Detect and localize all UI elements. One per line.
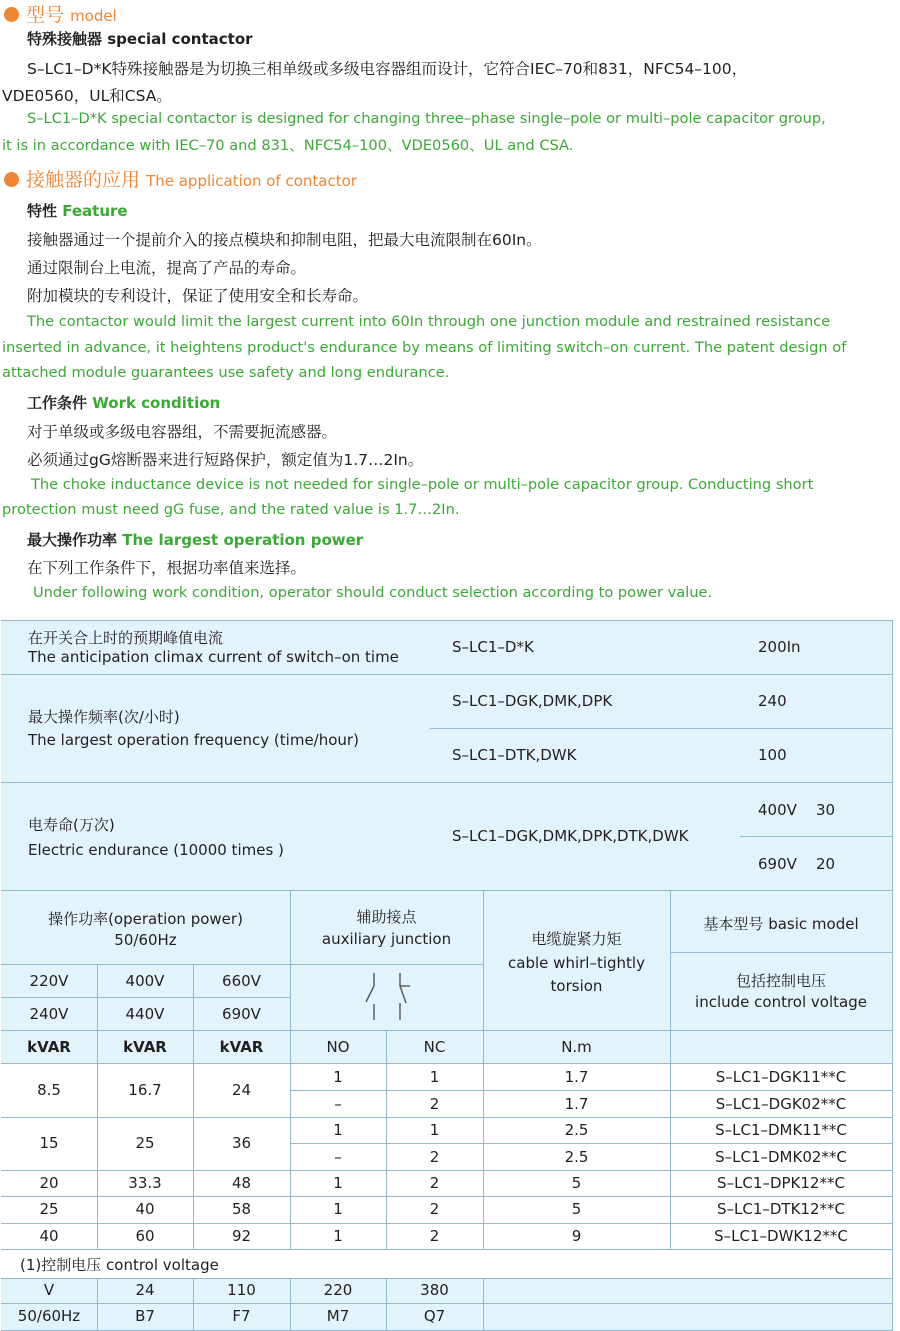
ctrl-cell: Q7 <box>423 1307 446 1325</box>
power-cell: 25 <box>135 1134 155 1152</box>
life-value-2: 20 <box>816 855 836 873</box>
life-model: S–LC1–DGK,DMK,DPK,DTK,DWK <box>452 827 689 845</box>
aux-header-cn: 辅助接点 <box>356 908 417 926</box>
life-volt-1: 400V <box>758 801 797 819</box>
freq-model-2: S–LC1–DTK,DWK <box>452 746 577 764</box>
application-title-en: The application of contactor <box>146 172 357 190</box>
model-cn-line-2: VDE0560，UL和CSA。 <box>2 87 172 105</box>
ctrl-cell: 380 <box>420 1281 449 1299</box>
life-label-cn: 电寿命(万次) <box>28 816 115 834</box>
freq-model-1: S–LC1–DGK,DMK,DPK <box>452 692 613 710</box>
feature-cn-line-3: 附加模块的专利设计，保证了使用安全和长寿命。 <box>27 287 369 305</box>
power-cell: 25 <box>39 1200 59 1218</box>
feature-cn-line-1: 接触器通过一个提前介入的接点模块和抑制电阻，把最大电流限制在60In。 <box>27 231 542 249</box>
no-cell: 1 <box>333 1121 343 1139</box>
model-header-en: basic model <box>768 915 859 933</box>
ctrl-header-cn: 包括控制电压 <box>735 972 826 990</box>
ctrl-cell: B7 <box>135 1307 155 1325</box>
power-cell: 58 <box>231 1200 252 1218</box>
torque-cell: 1.7 <box>564 1068 589 1086</box>
no-cell: 1 <box>333 1227 343 1245</box>
freq-label-en: The largest operation frequency (time/hour) <box>28 731 359 749</box>
freq-label-cn: 最大操作频率(次/小时) <box>28 708 180 726</box>
model-subtitle-cn: 特殊接触器 <box>27 30 103 48</box>
ctrl-cell: F7 <box>232 1307 251 1325</box>
model-cell: S–LC1–DMK11**C <box>715 1121 847 1139</box>
ctrl-cell: V <box>43 1281 55 1299</box>
life-label-en: Electric endurance (10000 times ) <box>28 841 284 859</box>
peak-label-en: The anticipation climax current of switch–on time <box>28 648 399 666</box>
work-subtitle-en: Work condition <box>92 394 221 412</box>
power-cell: 40 <box>39 1227 59 1245</box>
model-subtitle-en: special contactor <box>107 30 253 48</box>
power-header-2: 50/60Hz <box>114 931 177 949</box>
torque-cell: 1.7 <box>564 1095 589 1113</box>
power-cell: 15 <box>39 1134 59 1152</box>
model-en-line-2: it is in accordance with IEC–70 and 831、NFC54–100、VDE0560、UL and CSA. <box>2 137 574 154</box>
nc-cell: 2 <box>429 1095 440 1113</box>
unit-kvar-3: kVAR <box>219 1038 264 1056</box>
torque-cell: 2.5 <box>564 1121 589 1139</box>
peak-label-cn: 在开关合上时的预期峰值电流 <box>28 629 224 647</box>
model-cell: S–LC1–DGK02**C <box>715 1095 847 1113</box>
power-cell: 8.5 <box>37 1081 61 1099</box>
ctrl-voltage-note: (1)控制电压 control voltage <box>20 1256 219 1274</box>
work-en-line-2: protection must need gG fuse, and the rated value is 1.7…2In. <box>2 501 460 518</box>
model-en-line-1: S–LC1–D*K special contactor is designed for changing three–phase single–pole or multi–pole capacitor group, <box>27 110 826 127</box>
feature-subtitle-cn: 特性 <box>27 202 58 220</box>
power-cell: 16.7 <box>128 1081 162 1099</box>
model-cell: S–LC1–DGK11**C <box>715 1068 847 1086</box>
peak-value: 200In <box>758 638 801 656</box>
feature-en-line-1: The contactor would limit the largest current into 60In through one junction module and restrained resistance <box>27 313 831 330</box>
unit-nm: N.m <box>561 1038 592 1056</box>
feature-en-line-3: attached module guarantees use safety and long endurance. <box>2 364 450 381</box>
volt-r2-c2: 440V <box>125 1005 165 1023</box>
model-cell: S–LC1–DMK02**C <box>715 1148 847 1166</box>
torque-header-en-2: torsion <box>550 977 603 995</box>
model-title-cn: 型号 <box>26 4 65 26</box>
nc-cell: 2 <box>429 1200 440 1218</box>
work-cn-line-1: 对于单级或多级电容器组，不需要扼流感器。 <box>27 423 338 441</box>
life-volt-2: 690V <box>758 855 797 873</box>
freq-value-1: 240 <box>758 692 787 710</box>
volt-r2-c3: 690V <box>222 1005 261 1023</box>
model-header-cn: 基本型号 <box>703 915 764 933</box>
unit-no: NO <box>326 1038 350 1056</box>
work-en-line-1: The choke inductance device is not needed for single–pole or multi–pole capacitor group. Conducting short <box>31 476 814 493</box>
nc-cell: 2 <box>429 1174 440 1192</box>
power-header-1: 操作功率(operation power) <box>48 910 243 928</box>
volt-r2-c1: 240V <box>29 1005 69 1023</box>
no-cell: – <box>334 1095 342 1113</box>
work-subtitle-cn: 工作条件 <box>27 394 88 412</box>
power-cell: 33.3 <box>128 1174 162 1192</box>
nc-cell: 1 <box>429 1121 440 1139</box>
volt-r1-c3: 660V <box>222 972 261 990</box>
unit-kvar-1: kVAR <box>27 1038 71 1056</box>
power-cell: 40 <box>135 1200 155 1218</box>
no-cell: 1 <box>333 1068 343 1086</box>
model-header <box>670 913 892 934</box>
peak-model: S–LC1–D*K <box>452 638 534 656</box>
power-cell: 92 <box>231 1227 252 1245</box>
volt-r1-c1: 220V <box>29 972 69 990</box>
power-cell: 24 <box>231 1081 252 1099</box>
no-cell: 1 <box>333 1174 343 1192</box>
torque-cell: 5 <box>571 1174 582 1192</box>
power-cell: 60 <box>135 1227 155 1245</box>
torque-cell: 2.5 <box>564 1148 589 1166</box>
torque-header-cn: 电缆旋紧力矩 <box>531 930 622 948</box>
model-cell: S–LC1–DWK12**C <box>714 1227 848 1245</box>
no-cell: – <box>334 1148 342 1166</box>
model-title-en: model <box>70 7 117 25</box>
feature-en-line-2: inserted in advance, it heightens product's endurance by means of limiting switch–on current. The patent design of <box>2 339 847 356</box>
power-cn-line: 在下列工作条件下，根据功率值来选择。 <box>27 559 307 577</box>
unit-kvar-2: kVAR <box>123 1038 167 1056</box>
feature-subtitle-en: Feature <box>62 202 128 220</box>
nc-cell: 1 <box>429 1068 440 1086</box>
power-subtitle-cn: 最大操作功率 <box>27 531 118 549</box>
ctrl-header-en: include control voltage <box>695 993 867 1011</box>
power-subtitle-en: The largest operation power <box>122 531 364 549</box>
volt-r1-c2: 400V <box>125 972 165 990</box>
torque-cell: 9 <box>571 1227 582 1245</box>
model-cn-line-1: S–LC1–D*K特殊接触器是为切换三相单级或多级电容器组而设计，它符合IEC–70和831，NFC54–100， <box>27 60 748 78</box>
ctrl-cell: 220 <box>323 1281 353 1299</box>
torque-cell: 5 <box>571 1200 582 1218</box>
aux-header-en: auxiliary junction <box>321 930 452 948</box>
ctrl-cell: 110 <box>227 1281 256 1299</box>
model-cell: S–LC1–DPK12**C <box>717 1174 845 1192</box>
model-cell: S–LC1–DTK12**C <box>716 1200 845 1218</box>
power-cell: 36 <box>231 1134 252 1152</box>
power-cell: 20 <box>39 1174 59 1192</box>
ctrl-cell: M7 <box>326 1307 350 1325</box>
power-en-line: Under following work condition, operator should conduct selection according to power value. <box>33 584 713 601</box>
power-cell: 48 <box>231 1174 252 1192</box>
work-cn-line-2: 必须通过gG熔断器来进行短路保护，额定值为1.7…2In。 <box>27 451 424 469</box>
freq-value-2: 100 <box>758 746 787 764</box>
ctrl-cell: 24 <box>135 1281 155 1299</box>
ctrl-cell: 50/60Hz <box>17 1307 81 1325</box>
feature-cn-line-2: 通过限制台上电流，提高了产品的寿命。 <box>27 259 307 277</box>
life-value-1: 30 <box>816 801 836 819</box>
torque-header-en-1: cable whirl–tightly <box>508 954 645 972</box>
no-cell: 1 <box>333 1200 343 1218</box>
unit-nc: NC <box>423 1038 446 1056</box>
application-title-cn: 接触器的应用 <box>26 169 141 191</box>
nc-cell: 2 <box>429 1148 440 1166</box>
nc-cell: 2 <box>429 1227 440 1245</box>
